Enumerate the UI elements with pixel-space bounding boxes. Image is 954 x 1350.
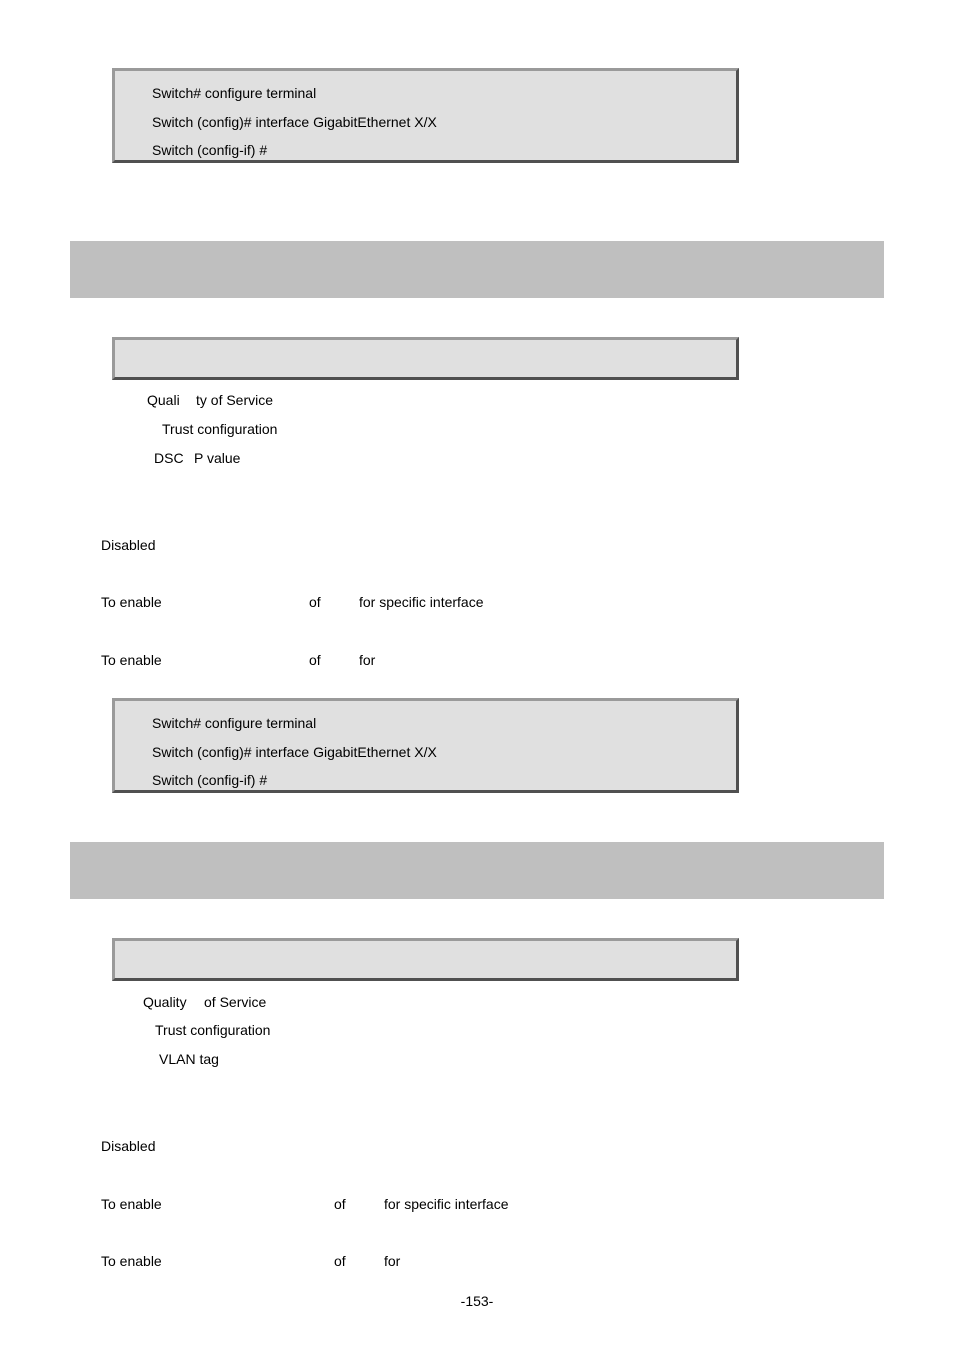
usage-text: To enable (101, 652, 162, 668)
code-line: Switch (config-if) # (152, 772, 268, 788)
usage-text: for specific interface (384, 1196, 509, 1212)
command-syntax-box (112, 337, 739, 380)
usage-text: of (334, 1253, 346, 1269)
parameter-dscp: DSC (154, 450, 184, 466)
code-line: Switch (config)# interface GigabitEthernet X/X (152, 744, 437, 760)
code-line: Switch (config-if) # (152, 142, 268, 158)
usage-text: of (309, 652, 321, 668)
usage-text: of (309, 594, 321, 610)
command-syntax-box (112, 938, 739, 981)
parameter-qos-cont: of Service (204, 994, 267, 1010)
default-value: Disabled (101, 537, 156, 553)
parameter-qos: Quality (143, 994, 187, 1010)
parameter-trust: Trust configuration (155, 1022, 271, 1038)
code-line: Switch# configure terminal (152, 715, 317, 731)
parameter-vlan-tag: VLAN tag (159, 1051, 219, 1067)
code-block-2 (112, 698, 739, 793)
usage-text: To enable (101, 1253, 162, 1269)
section-heading-band (70, 842, 884, 899)
page-number: -153- (460, 1293, 494, 1309)
usage-text: To enable (101, 594, 162, 610)
usage-text: To enable (101, 1196, 162, 1212)
code-block-1 (112, 68, 739, 163)
parameter-qos: Quali (147, 392, 180, 408)
usage-text: of (334, 1196, 346, 1212)
code-line: Switch# configure terminal (152, 85, 317, 101)
default-value: Disabled (101, 1138, 156, 1154)
parameter-qos-cont: ty of Service (196, 392, 274, 408)
code-line: Switch (config)# interface GigabitEthernet X/X (152, 114, 437, 130)
usage-text: for specific interface (359, 594, 484, 610)
parameter-trust: Trust configuration (162, 421, 278, 437)
usage-text: for (384, 1253, 401, 1269)
parameter-dscp-cont: P value (194, 450, 241, 466)
usage-text: for (359, 652, 376, 668)
section-heading-band (70, 241, 884, 298)
